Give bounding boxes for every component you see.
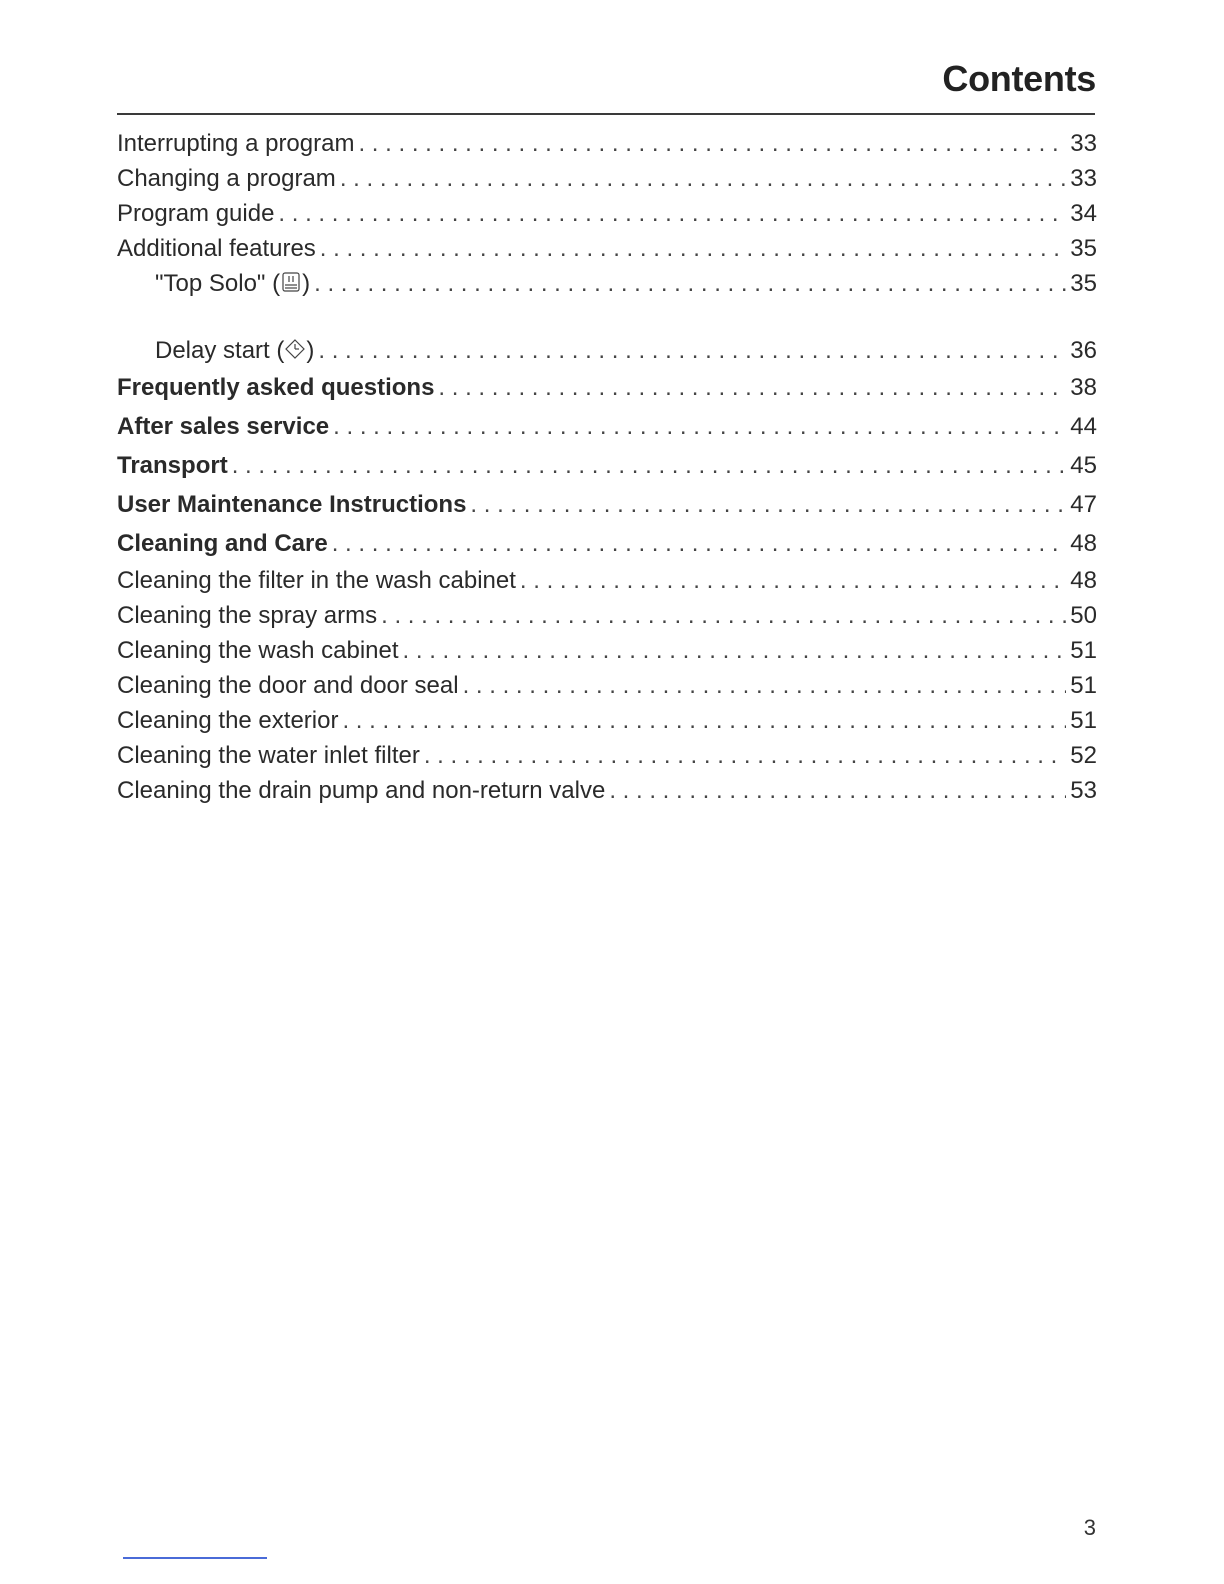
dot-leader [403, 633, 1067, 668]
title-divider [117, 113, 1095, 115]
toc-section-label: Frequently asked questions [117, 374, 435, 401]
toc-entry[interactable] [117, 668, 1097, 703]
table-of-contents [117, 126, 1097, 808]
dot-leader [340, 161, 1066, 196]
toc-entry[interactable] [117, 563, 1097, 598]
toc-section-page: 48 [1070, 530, 1097, 557]
toc-entry-page: 36 [1070, 337, 1097, 364]
toc-entry-label: Additional features [117, 235, 316, 262]
toc-entry-page: 33 [1070, 130, 1097, 157]
toc-entry-page: 48 [1070, 567, 1097, 594]
toc-subentry[interactable] [117, 266, 1097, 301]
toc-entry-page: 35 [1070, 235, 1097, 262]
toc-entry-label-text: "Top Solo" ( [155, 270, 281, 297]
dot-leader [424, 738, 1066, 773]
toc-entry-label: Cleaning the water inlet filter [117, 742, 420, 769]
toc-entry-label: Cleaning the drain pump and non-return valve [117, 777, 606, 804]
toc-entry[interactable] [117, 633, 1097, 668]
toc-entry[interactable] [117, 598, 1097, 633]
toc-section[interactable] [117, 368, 1097, 407]
toc-entry[interactable] [117, 126, 1097, 161]
toc-entry-label [155, 333, 318, 370]
toc-entry-page: 51 [1070, 707, 1097, 734]
toc-entry-label-text: Delay start ( [155, 337, 285, 364]
toc-entry-label [155, 266, 314, 303]
dot-leader [278, 196, 1066, 231]
toc-section-page: 45 [1070, 452, 1097, 479]
dot-leader [318, 333, 1066, 368]
dot-leader [463, 668, 1067, 703]
toc-entry[interactable] [117, 196, 1097, 231]
dot-leader [609, 773, 1066, 808]
toc-entry-page: 35 [1070, 270, 1097, 297]
page-title: Contents [942, 58, 1096, 99]
toc-entry-page: 51 [1070, 637, 1097, 664]
dot-leader [332, 524, 1067, 563]
toc-entry-label-suffix: ) [306, 337, 315, 364]
toc-entry-label: Cleaning the filter in the wash cabinet [117, 567, 516, 594]
toc-entry-page: 53 [1070, 777, 1097, 804]
toc-entry[interactable] [117, 738, 1097, 773]
dot-leader [320, 231, 1067, 266]
dot-leader [438, 368, 1066, 407]
dot-leader [314, 266, 1066, 301]
toc-entry-label-suffix: ) [302, 270, 311, 297]
toc-section-label: User Maintenance Instructions [117, 491, 467, 518]
toc-section-page: 44 [1070, 413, 1097, 440]
dot-leader [232, 446, 1067, 485]
toc-section[interactable] [117, 485, 1097, 524]
toc-section-page: 47 [1070, 491, 1097, 518]
dot-leader [381, 598, 1066, 633]
toc-subentry[interactable] [117, 333, 1097, 368]
toc-entry-page: 51 [1070, 672, 1097, 699]
toc-entry-page: 52 [1070, 742, 1097, 769]
toc-section[interactable] [117, 524, 1097, 563]
toc-entry[interactable] [117, 231, 1097, 266]
toc-entry-label: Cleaning the door and door seal [117, 672, 459, 699]
toc-entry-page: 33 [1070, 165, 1097, 192]
toc-section[interactable] [117, 407, 1097, 446]
toc-section-label: After sales service [117, 413, 330, 440]
dot-leader [470, 485, 1066, 524]
toc-entry-page: 34 [1070, 200, 1097, 227]
toc-entry[interactable] [117, 703, 1097, 738]
toc-entry-label: Cleaning the exterior [117, 707, 339, 734]
footer-link-rule [123, 1557, 267, 1559]
dot-leader [342, 703, 1066, 738]
dot-leader [520, 563, 1066, 598]
top-solo-icon [280, 268, 302, 303]
dot-leader [333, 407, 1066, 446]
toc-entry[interactable] [117, 161, 1097, 196]
toc-entry[interactable] [117, 773, 1097, 808]
toc-entry-label: Program guide [117, 200, 275, 227]
toc-entry-label: Cleaning the spray arms [117, 602, 378, 629]
delay-start-icon [284, 335, 306, 370]
toc-section-label: Cleaning and Care [117, 530, 328, 557]
toc-entry-label: Interrupting a program [117, 130, 355, 157]
page-number: 3 [1083, 1515, 1096, 1540]
toc-section-page: 38 [1070, 374, 1097, 401]
toc-entry-page: 50 [1070, 602, 1097, 629]
toc-section-label: Transport [117, 452, 228, 479]
toc-entry-label: Changing a program [117, 165, 336, 192]
toc-section[interactable] [117, 446, 1097, 485]
toc-entry-label: Cleaning the wash cabinet [117, 637, 399, 664]
dot-leader [358, 126, 1066, 161]
